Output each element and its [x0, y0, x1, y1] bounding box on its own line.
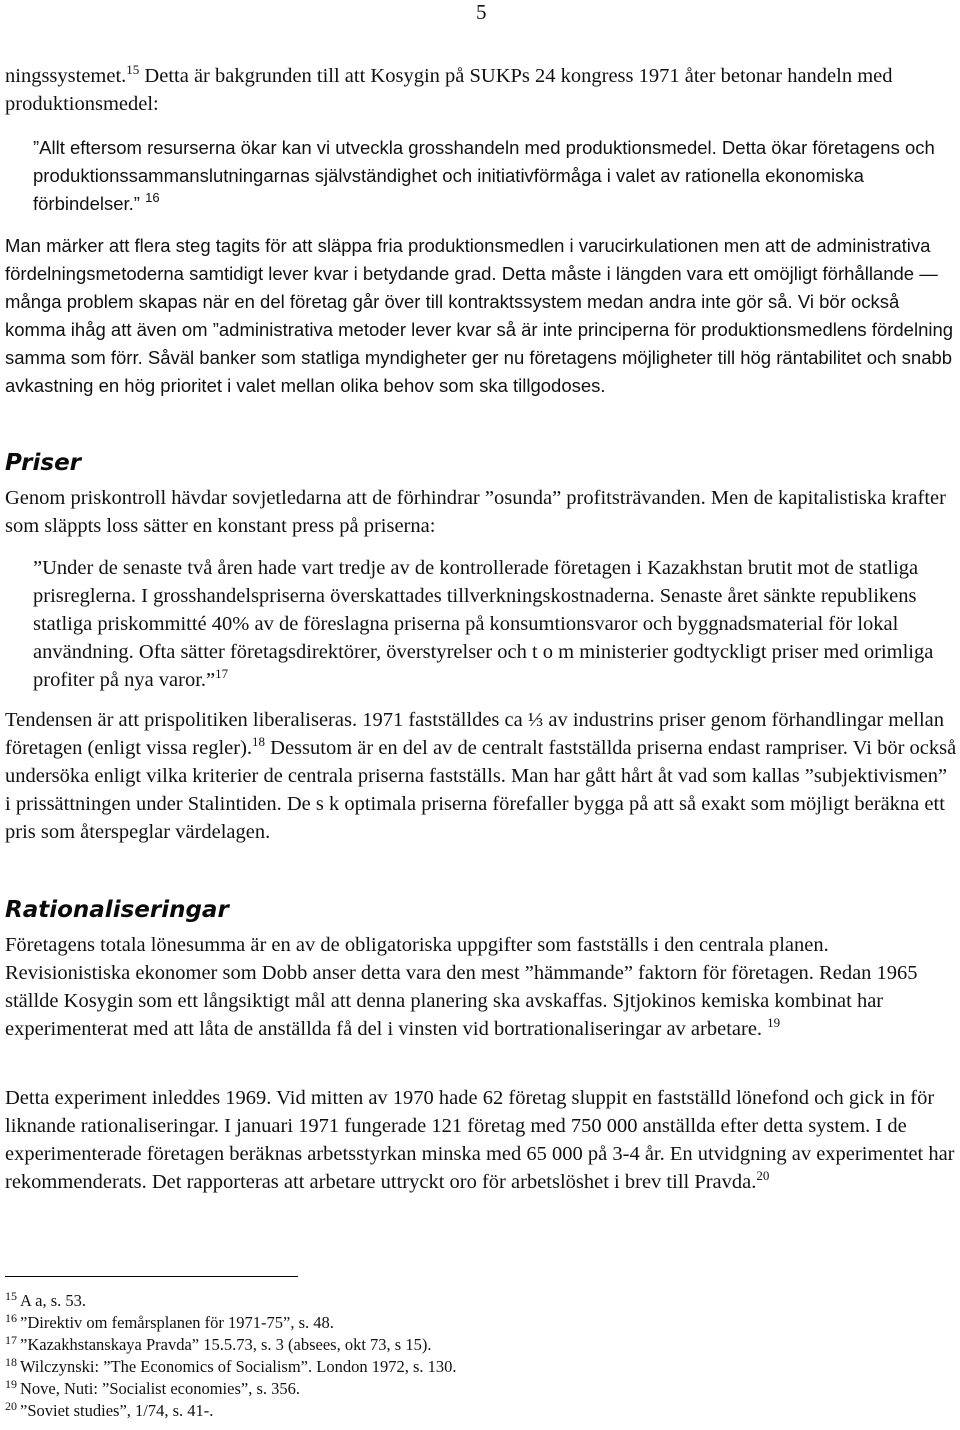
footnote-ref: 15	[126, 62, 140, 77]
footnote-18	[5, 1356, 457, 1378]
quote-text: ”Allt eftersom resurserna ökar kan vi utveckla grosshandeln med produktionsmedel. Detta ökar företagens och produktionssammanslutningarnas självständighet och initiativförmåga i valet av rationella ekonomiska förbindelser.”	[33, 137, 935, 214]
paragraph-text: Dessutom är en del av de centralt fastställda priserna endast rampriser. Vi bör också undersöka enligt vilka kriterier de centrala priserna fastställs. Man har gått hårt åt vad som kallas ”subjektivismen” i prissättningen under Stalintiden. De s k optimala priserna förefaller bygga på att så exakt som möjligt beräkna ett pris som återspeglar värdelagen.	[5, 737, 957, 843]
footnote-text: Nove, Nuti: ”Socialist economies”, s. 356.	[20, 1379, 300, 1398]
footnote-17	[5, 1334, 431, 1356]
footnote-separator	[5, 1276, 298, 1277]
quote-text: ”Under de senaste två åren hade vart tredje av de kontrollerade företagen i Kazakhstan brutit mot de statliga prisreglerna. I grosshandelspriserna överskattades tillverkningskostnaderna. Senaste året sänkte republikens statliga priskommitté 40% av de föreslagna priserna på konsumtionsvaror och byggnadsmaterial för lokal användning. Ofta sätter företagsdirektörer, överstyrelser och t o m ministerier godtyckligt priser med orimliga profiter på nya varor.”	[33, 557, 934, 691]
paragraph-experiment	[5, 1084, 957, 1196]
footnote-ref: 16	[145, 190, 160, 205]
paragraph-intro	[5, 62, 957, 118]
footnote-number: 15	[5, 1289, 17, 1303]
footnote-number: 18	[5, 1355, 17, 1369]
footnote-text: ”Soviet studies”, 1/74, s. 41-.	[20, 1401, 214, 1420]
paragraph-priskontroll: Genom priskontroll hävdar sovjetledarna att de förhindrar ”osunda” profitsträvanden. Men de kapitalistiska krafter som släppts loss sätter en konstant press på priserna:	[5, 487, 946, 537]
paragraph-text: Tendensen är att prispolitiken liberaliseras. 1971 fastställdes ca ⅓ av industrins priser genom förhandlingar mellan företagen (enligt vissa regler).	[5, 709, 945, 759]
paragraph-text: Detta måste i längden vara ett omöjligt förhållande — många problem skapas när en del företag går över till kontraktssystem medan andra inte gör så. Vi bör också komma ihåg att även om ”administrativa metoder lever kvar så är inte principerna för produktionsmedlens fördelning samma som förr. Såväl banker som statliga myndigheter ger nu företagens möjligheter till hög räntabilitet och snabb avkastning en hög prioritet i valet mellan olika behov som ska tillgodoses.	[5, 263, 954, 396]
paragraph-text: Man märker att flera steg tagits för att släppa fria produktionsmedlen i varucirkulationen men att de administrativa fördelningsmetoderna samtidigt lever kvar i betydande grad.	[5, 235, 931, 284]
footnote-text: Wilczynski: ”The Economics of Socialism”. London 1972, s. 130.	[20, 1357, 457, 1376]
footnote-20	[5, 1400, 213, 1422]
paragraph-lonesumma	[5, 931, 957, 1043]
footnote-number: 20	[5, 1399, 17, 1413]
footnote-ref: 18	[252, 734, 266, 749]
paragraph-sans	[5, 232, 957, 400]
paragraph-text: Detta är bakgrunden till att Kosygin på SUKPs 24 kongress 1971 åter betonar handeln med produktionsmedel:	[5, 65, 893, 115]
footnote-text: A a, s. 53.	[20, 1291, 86, 1310]
paragraph-text: ningssystemet.	[5, 65, 127, 87]
footnote-ref: 19	[767, 1015, 781, 1030]
paragraph-text: Företagens totala lönesumma är en av de obligatoriska uppgifter som fastställs i den centrala planen. Revisionistiska ekonomer som Dobb anser detta vara den mest ”hämmande” faktorn för företagen. Redan 1965 ställde Kosygin som ett långsiktigt mål att denna planering ska avskaffas. Sjtjokinos kemiska kombinat har experimenterat med att låta de anställda få del i vinsten vid bortrationaliseringar av arbetare.	[5, 934, 918, 1040]
footnote-number: 16	[5, 1311, 17, 1325]
paragraph-text: Detta experiment inleddes 1969. Vid mitten av 1970 hade 62 företag sluppit en fastställd lönefond och gick in för liknande rationaliseringar. I januari 1971 fungerade 121 företag med 750 000 anställda efter detta system. I de experimenterade företagen beräknas arbetsstyrkan minska med 65 000 på 3-4 år. En utvidgning av experimentet har rekommenderats. Det rapporteras att arbetare uttryckt oro för arbetslöshet i brev till Pravda.	[5, 1087, 955, 1193]
footnote-number: 19	[5, 1377, 17, 1391]
footnote-number: 17	[5, 1333, 17, 1347]
footnote-15	[5, 1290, 86, 1312]
footnote-text: ”Kazakhstanskaya Pravda” 15.5.73, s. 3 (absees, okt 73, s 15).	[20, 1335, 432, 1354]
footnote-16	[5, 1312, 334, 1334]
page-number: 5	[476, 0, 487, 24]
block-quote-kazakhstan	[33, 554, 953, 694]
block-quote-kosygin	[33, 134, 953, 218]
section-heading-rationaliseringar: Rationaliseringar	[5, 897, 229, 923]
footnote-ref: 17	[215, 666, 229, 681]
section-heading-priser: Priser	[5, 450, 82, 476]
footnote-ref: 20	[756, 1168, 770, 1183]
footnote-19	[5, 1378, 300, 1400]
paragraph-prispolitik	[5, 706, 957, 846]
footnote-text: ”Direktiv om femårsplanen för 1971-75”, s. 48.	[20, 1313, 334, 1332]
